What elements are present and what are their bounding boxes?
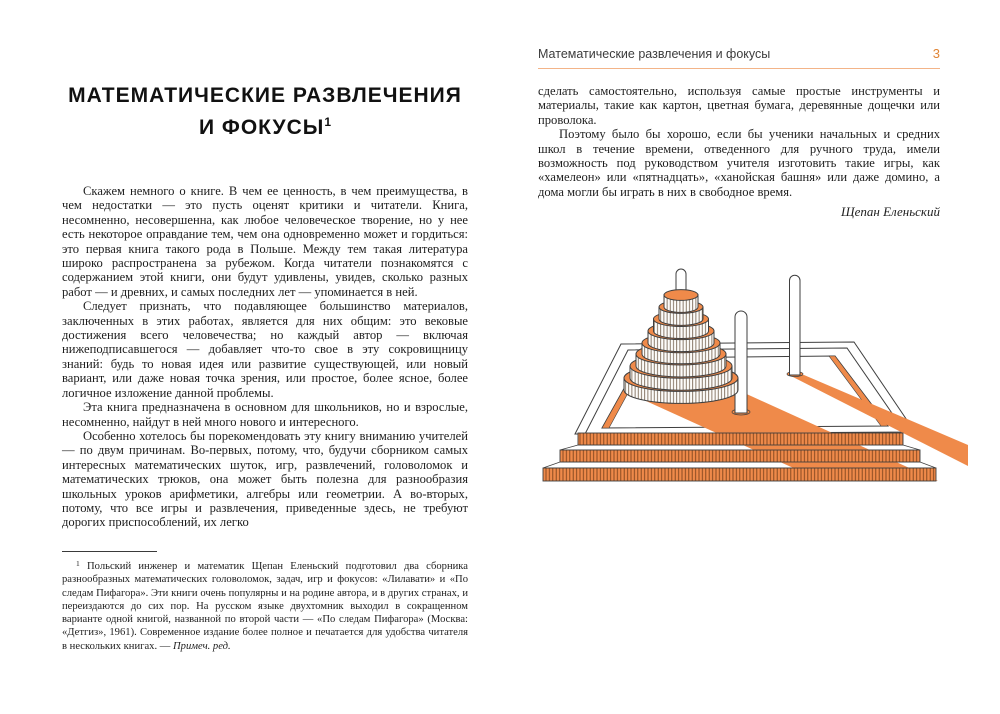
footnote-divider — [62, 551, 157, 552]
running-header-title: Математические развлечения и фокусы — [538, 47, 771, 61]
hanoi-tier-edges — [543, 433, 936, 481]
page-number: 3 — [932, 46, 940, 61]
title-footnote-marker: 1 — [324, 115, 331, 129]
attribution: Щепан Еленьский — [841, 204, 940, 220]
chapter-title — [62, 82, 468, 141]
paragraph: сделать самостоятельно, используя самые простые инструменты и материалы, такие как картон, цветная бумага, деревянные дощечки или проволока. — [538, 84, 940, 127]
hanoi-disc — [664, 290, 698, 313]
hanoi-peg-right — [790, 275, 801, 375]
chapter-title-line1: МАТЕМАТИЧЕСКИЕ РАЗВЛЕЧЕНИЯ — [68, 84, 462, 107]
paragraph: Скажем немного о книге. В чем ее ценность, в чем преимущества, в чем недостатки — это пусть оценят критики и читатели. Книга, несомненно, несовершенна, как любое человеческое творение, но у нее есть некоторое оправдание тем, чем она одновременно может и гордиться: это первая книга такого рода в Польше. Между тем такая литература широко распространена за рубежом. Когда читатели познакомятся с содержанием этой книги, они будут удивлены, увидев, сколько разных работ — и древних, и самых последних лет — упоминается в ней. — [62, 184, 468, 299]
paragraph: Особенно хотелось бы порекомендовать эту книгу вниманию учителей — по двум причинам. Во-первых, потому, что, будучи сборником самых интересных математических шуток, игр, развлечений, головоломок и математических трюков, она может быть полезна для разнообразия школьных уроков арифметики, алгебры или геометрии. А во-вторых, потому, что все игры и развлечения, приведенные здесь, не требуют дорогих приспособлений, их легко — [62, 428, 468, 530]
page-right-body — [538, 84, 940, 220]
paragraph: Эта книга предназначена в основном для школьников, но и взрослые, несомненно, найдут в ней много нового и интересного. — [62, 400, 468, 429]
chapter-title-line2: И ФОКУСЫ$^1$ — [198, 115, 331, 139]
running-header — [538, 46, 940, 69]
paragraph: Поэтому было бы хорошо, если бы ученики начальных и средних школ в течение времени, отведенного для ручного труда, имели возможность под руководством учителя изготовить такие игры, как «хамелеон» или «пятнадцать», «ханойская башня» или даже домино, а дома могли бы играть в них в свободное время. — [538, 127, 940, 199]
footnote-editor-note: Примеч. ред. — [173, 640, 231, 652]
hanoi-peg-middle — [735, 311, 747, 413]
tower-of-hanoi-illustration — [538, 252, 968, 488]
footnote — [62, 557, 468, 653]
footnote-marker: 1 — [76, 559, 80, 568]
page-left-body — [62, 184, 468, 530]
footnote-text: Польский инженер и математик Щепан Еленьский подготовил два сборника разнообразных математических головоломок, задач, игр и фокусов: «Лилавати» и «По следам Пифагора». Эти книги очень популярны и на родине автора, и в других странах, и переиздаются до сих пор. На русском языке двухтомник выходил в сокращенном варианте одной книгой, названной по второй части — «По следам Пифагора» (Москва: «Детгиз», 1961). Современное издание более полное и печатается для удобства читателя в нескольких книгах. — — [62, 561, 468, 652]
paragraph: Следует признать, что подавляющее большинство материалов, заключенных в этих работах, является для них общим: это вековые достижения всего человечества; но каждый автор — включая нижеподписавшегося — добавляет что-то свое в эту сокровищницу знаний: будь то новая идея или развитие существующей, или новый вариант, или даже новая точка зрения, или простое, более ясное, более логичное изложение данной проблемы. — [62, 299, 468, 400]
